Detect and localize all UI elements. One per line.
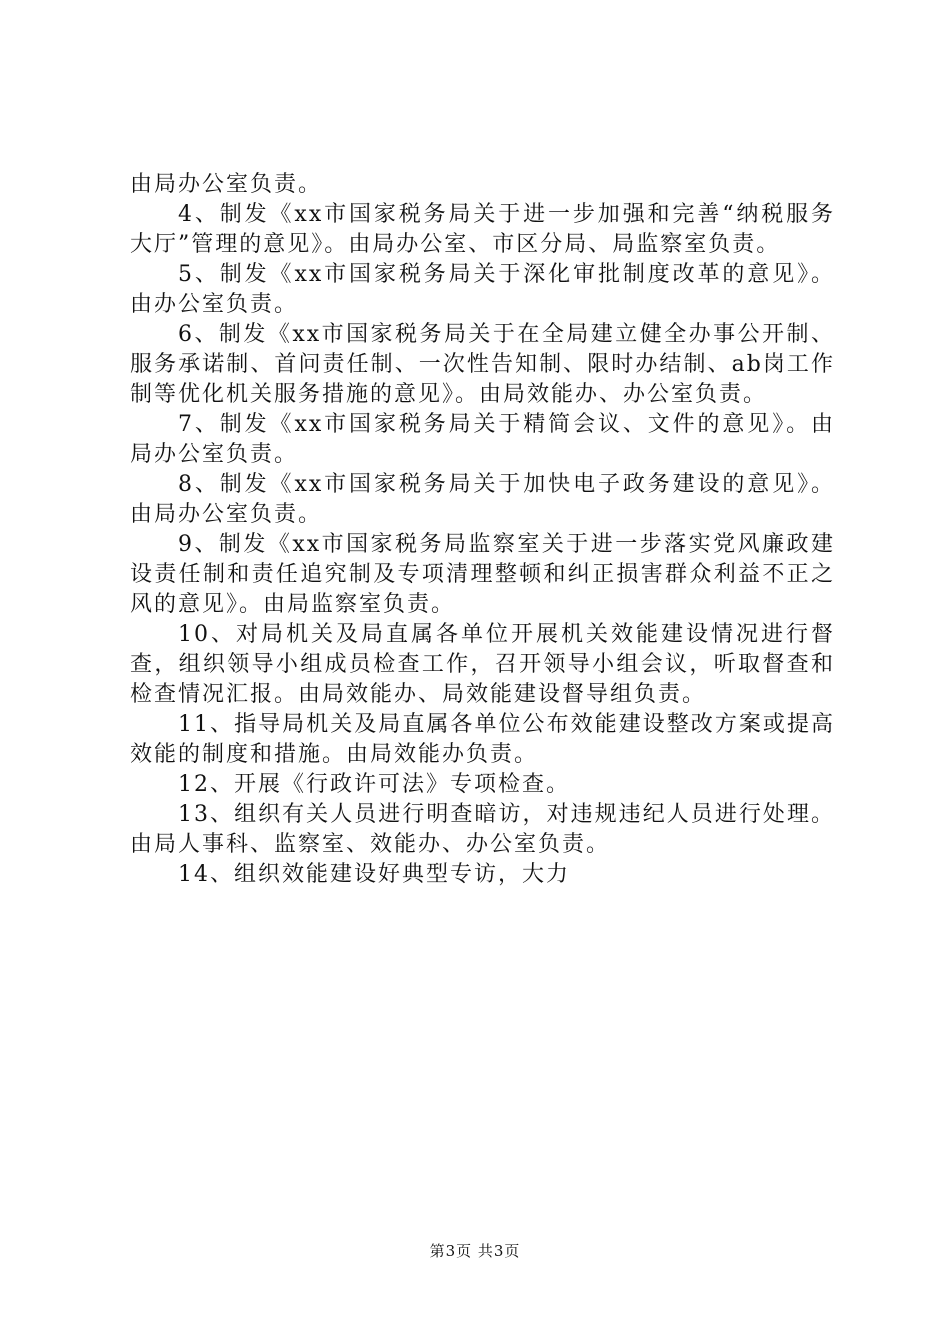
paragraph-item-12: 12、开展《行政许可法》专项检查。 bbox=[178, 772, 570, 797]
paragraph-item-4: 4、制发《xx市国家税务局关于进一步加强和完善“纳税服务大厅”管理的意见》。由局办公室、市区分局、局监察室负责。 bbox=[130, 202, 835, 257]
paragraph-item-11: 11、指导局机关及局直属各单位公布效能建设整改方案或提高效能的制度和措施。由局效能办负责。 bbox=[130, 712, 835, 767]
paragraph-item-7: 7、制发《xx市国家税务局关于精简会议、文件的意见》。由局办公室负责。 bbox=[130, 412, 835, 467]
paragraph-item-6: 6、制发《xx市国家税务局关于在全局建立健全办事公开制、服务承诺制、首问责任制、一次性告知制、限时办结制、ab岗工作制等优化机关服务措施的意见》。由局效能办、办公室负责。 bbox=[130, 322, 835, 407]
page-footer: 第3页 共3页 bbox=[429, 1242, 521, 1260]
paragraph-item-5: 5、制发《xx市国家税务局关于深化审批制度改革的意见》。由办公室负责。 bbox=[130, 262, 835, 317]
paragraph-item-9: 9、制发《xx市国家税务局监察室关于进一步落实党风廉政建设责任制和责任追究制及专项清理整顿和纠正损害群众利益不正之风的意见》。由局监察室负责。 bbox=[130, 532, 835, 617]
paragraph-item-10: 10、对局机关及局直属各单位开展机关效能建设情况进行督查，组织领导小组成员检查工作，召开领导小组会议，听取督查和检查情况汇报。由局效能办、局效能建设督导组负责。 bbox=[130, 622, 835, 707]
paragraph-continuation: 由局办公室负责。 bbox=[130, 172, 323, 197]
document-body bbox=[130, 170, 835, 890]
paragraph-item-8: 8、制发《xx市国家税务局关于加快电子政务建设的意见》。由局办公室负责。 bbox=[130, 472, 835, 527]
paragraph-item-13: 13、组织有关人员进行明查暗访，对违规违纪人员进行处理。由局人事科、监察室、效能办、办公室负责。 bbox=[130, 802, 835, 857]
paragraph-item-14: 14、组织效能建设好典型专访，大力 bbox=[178, 862, 570, 887]
